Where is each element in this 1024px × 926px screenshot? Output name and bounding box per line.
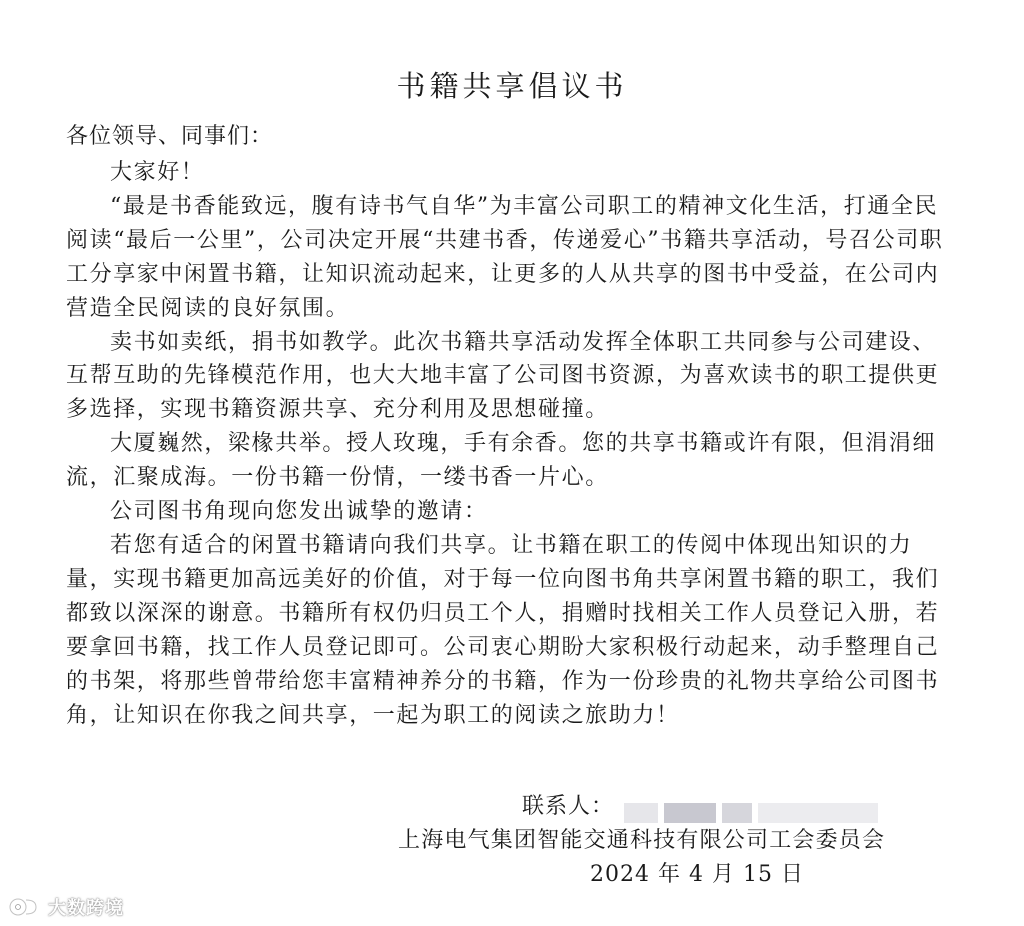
- signature-contact: [522, 790, 884, 824]
- watermark: [8, 894, 124, 920]
- paragraph-purpose: 卖书如卖纸，捐书如教学。此次书籍共享活动发挥全体职工共同参与公司建设、互帮互助的先锋模范作用，也大大地丰富了公司图书资源，为喜欢读书的职工提供更多选择，实现书籍资源共享、充分利用及思想碰撞。: [66, 329, 940, 423]
- redacted-contact-info: [624, 796, 884, 818]
- watermark-logo-icon: [8, 894, 42, 920]
- contact-label: 联系人：: [522, 794, 615, 819]
- document-title: 书籍共享倡议书: [396, 69, 628, 103]
- paragraph-metaphor: 大厦巍然，梁椽共举。授人玫瑰，手有余香。您的共享书籍或许有限，但涓涓细流，汇聚成海。一份书籍一份情，一缕书香一片心。: [66, 431, 937, 491]
- signature-organization: 上海电气集团智能交通科技有限公司工会委员会: [398, 828, 886, 853]
- watermark-text: 大数跨境: [48, 898, 124, 919]
- signature-date: 2024 年 4 月 15 日: [590, 862, 804, 887]
- paragraph-intro: “最是书香能致远，腹有诗书气自华”为丰富公司职工的精神文化生活，打通全民阅读“最后一公里”，公司决定开展“共建书香，传递爱心”书籍共享活动，号召公司职工分享家中闲置书籍，让知识流动起来，让更多的人从共享的图书中受益，在公司内营造全民阅读的良好氛围。: [66, 193, 944, 321]
- document-body: [66, 156, 946, 732]
- paragraph-invitation: 公司图书角现向您发出诚挚的邀请：: [110, 499, 488, 525]
- salutation: 各位领导、同事们：: [66, 124, 274, 149]
- paragraph-details: 若您有适合的闲置书籍请向我们共享。让书籍在职工的传阅中体现出知识的力量，实现书籍更加高远美好的价值，对于每一位向图书角共享闲置书籍的职工，我们都致以深深的谢意。书籍所有权仍归员工个人，捐赠时找相关工作人员登记入册，若要拿回书籍，找工作人员登记即可。公司衷心期盼大家积极行动起来，动手整理自己的书架，将那些曾带给您丰富精神养分的书籍，作为一份珍贵的礼物共享给公司图书角，让知识在你我之间共享，一起为职工的阅读之旅助力！: [66, 532, 940, 728]
- paragraph-greeting: 大家好！: [110, 160, 205, 185]
